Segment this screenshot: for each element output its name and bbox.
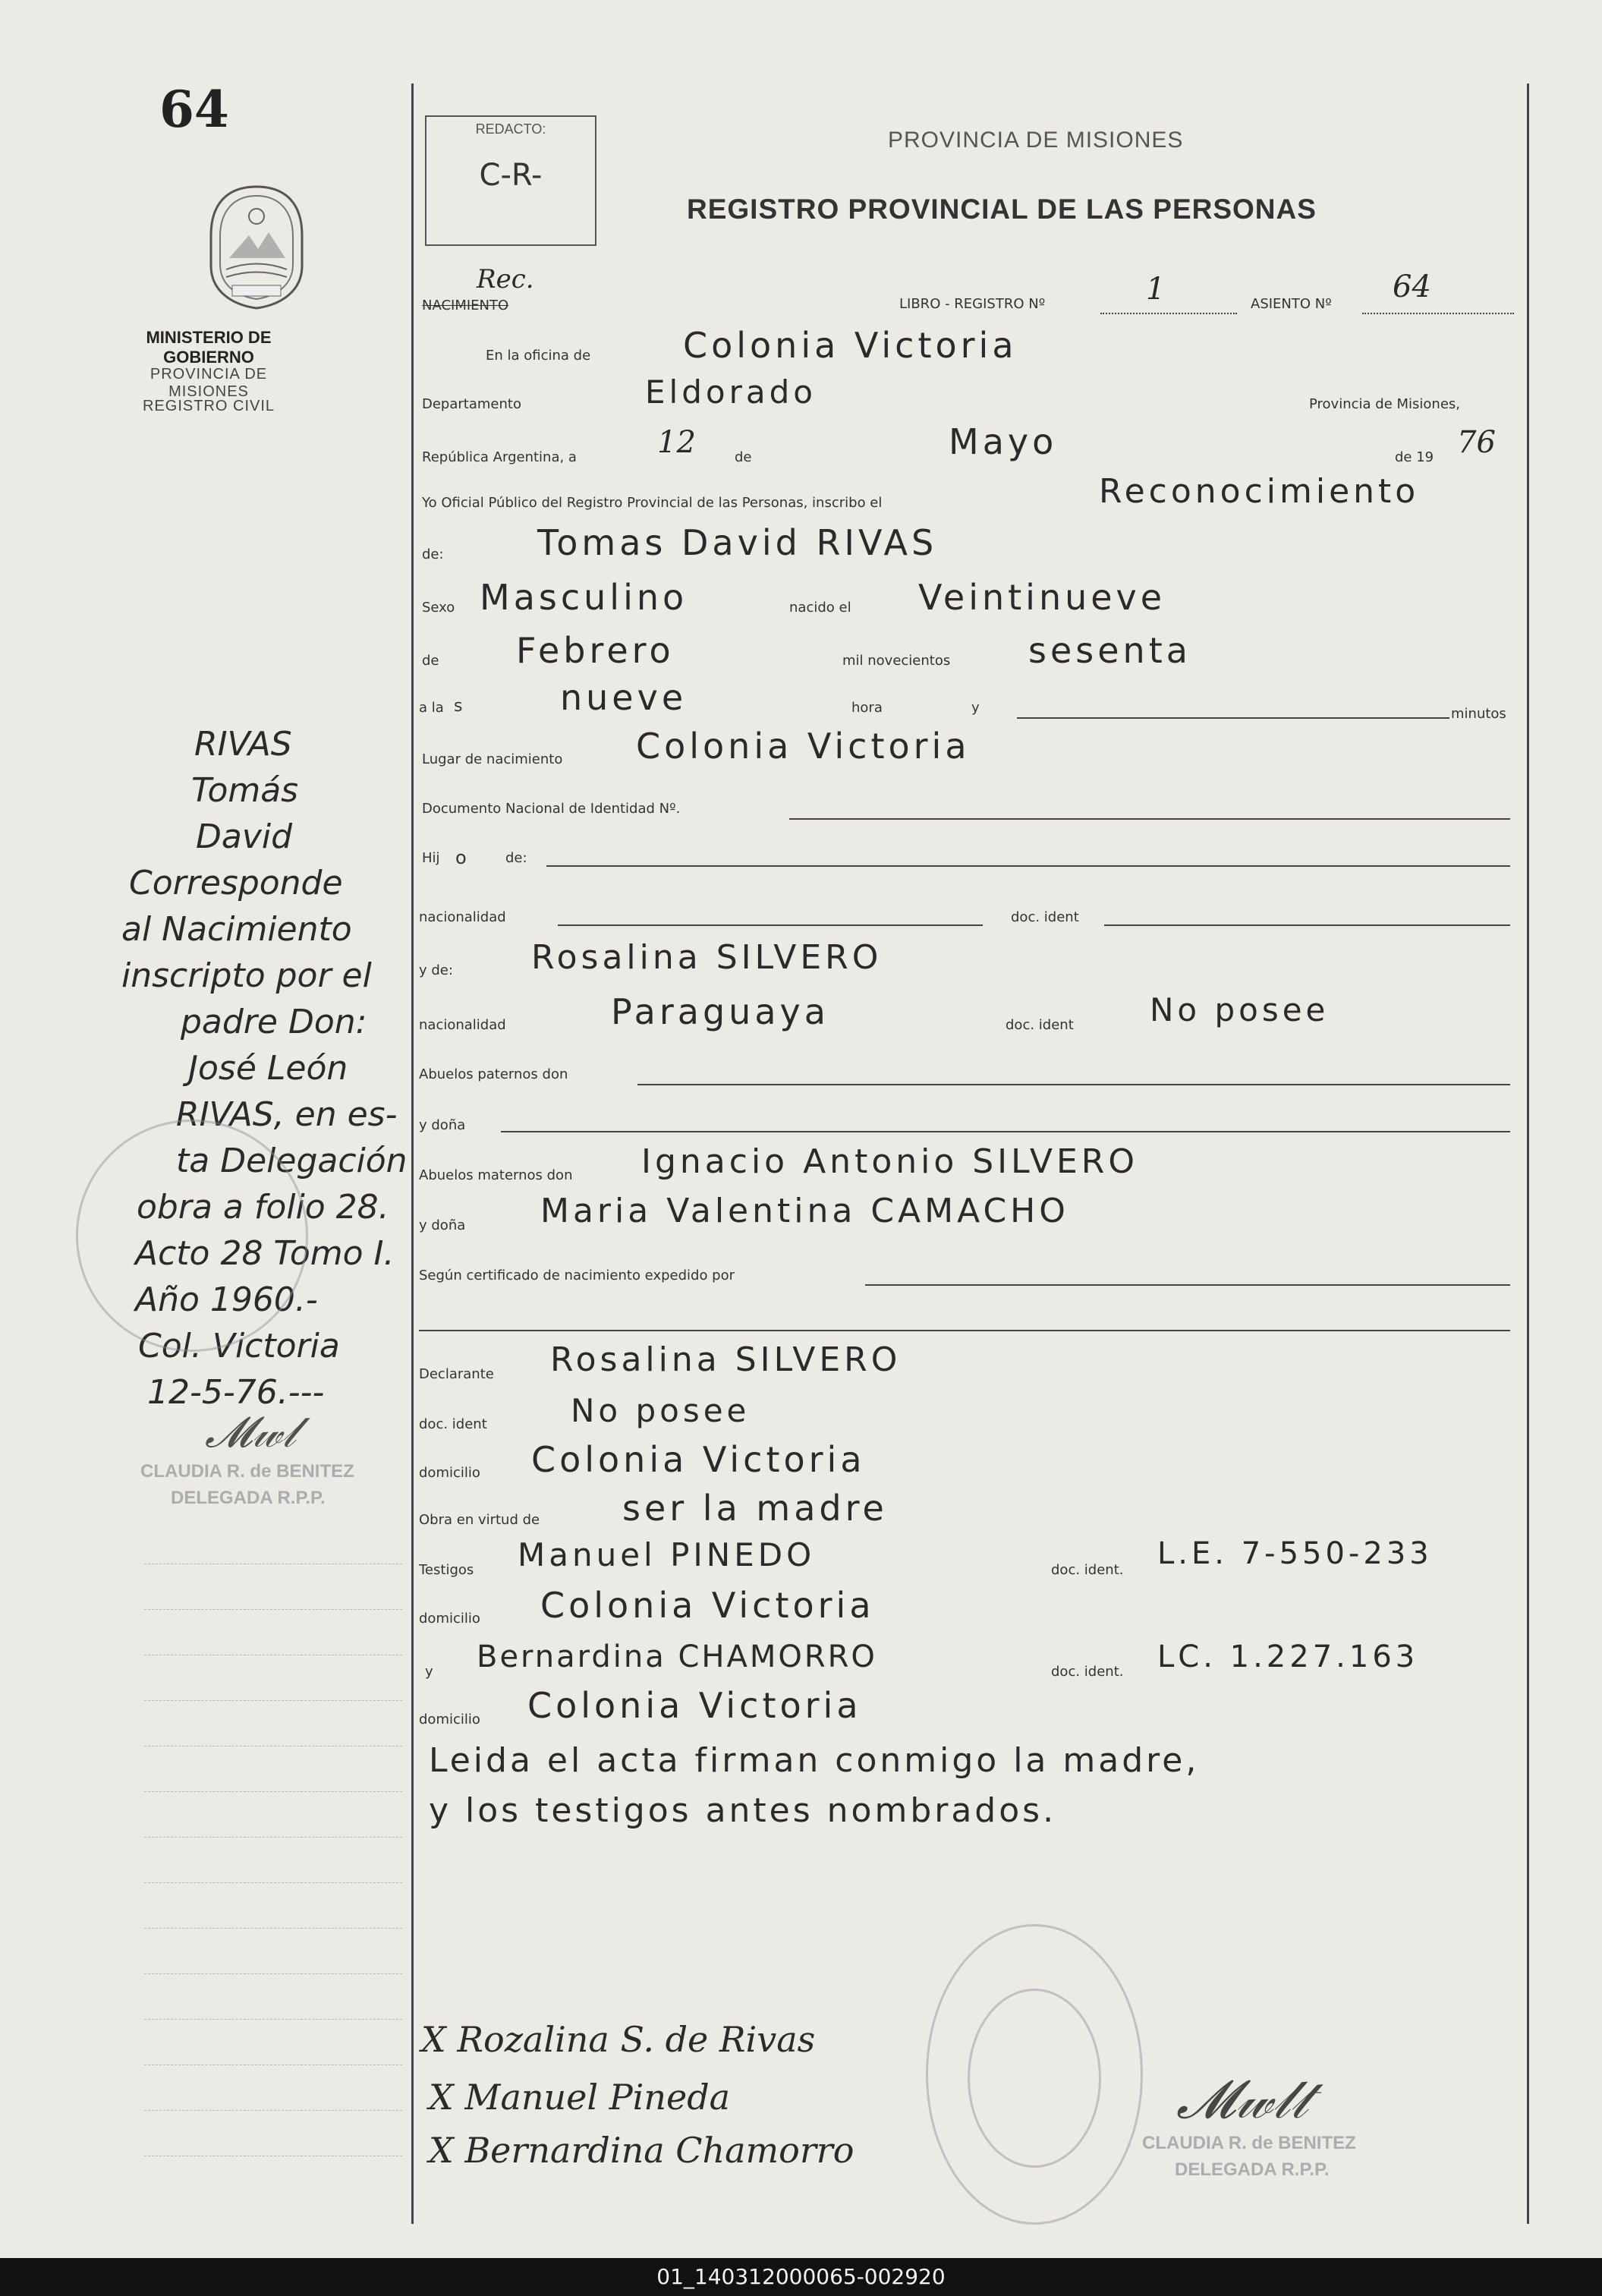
province-seal-icon [203,182,310,311]
anio-value: 76 [1457,425,1496,460]
margin-note-line: José León [188,1049,348,1088]
margin-note-line: inscripto por el [121,956,372,995]
margin-note-line: 12-5-76.--- [147,1373,325,1412]
margin-note-line: Corresponde [129,864,343,902]
doc-ident2-value: No posee [1150,991,1330,1028]
doc-ident3-value: No posee [571,1392,751,1429]
nombre-value: Tomas David RIVAS [537,522,938,563]
anio-nac-value: sesenta [1028,630,1191,671]
official-name-right: CLAUDIA R. de BENITEZ [1142,2133,1356,2153]
lugar-label: Lugar de nacimiento [422,751,563,767]
registry-stamp-right-inner [968,1989,1101,2168]
obra-label: Obra en virtud de [419,1512,540,1528]
closing-line-2: y los testigos antes nombrados. [429,1791,1057,1830]
margin-ruling [144,1609,402,1610]
nacido-value: Veintinueve [918,577,1166,618]
sexo-label: Sexo [422,600,455,616]
record-type-handwritten: Rec. [477,264,534,294]
margin-ruling [144,1700,402,1701]
margin-ruling [144,1837,402,1838]
signature-witness-1: X Manuel Pineda [429,2077,731,2118]
departamento-value: Eldorado [645,373,817,411]
image-id-footer: 01_140312000065-002920 [0,2258,1602,2296]
page-number: 64 [159,80,229,139]
oficina-value: Colonia Victoria [683,325,1018,366]
hora-value: nueve [560,677,688,718]
domicilio3-value: Colonia Victoria [527,1685,862,1726]
republica-label: República Argentina, a [422,449,577,465]
dni-label: Documento Nacional de Identidad Nº. [422,801,681,817]
oficial-label: Yo Oficial Público del Registro Provincial de las Personas, inscribo el [422,495,883,511]
official-name-left: CLAUDIA R. de BENITEZ [140,1461,354,1482]
nacido-label: nacido el [789,600,851,616]
segun-line [865,1284,1510,1286]
alas-suffix: s [454,697,463,716]
libro-value: 1 [1146,272,1166,307]
official-role-right: DELEGADA R.P.P. [1175,2159,1330,2180]
lugar-value: Colonia Victoria [636,726,971,767]
nacionalidad-label: nacionalidad [419,909,506,925]
margin-note-line: Col. Victoria [138,1327,340,1365]
sexo-value: Masculino [480,577,688,618]
margin-note-line: David [196,817,293,856]
oficina-label: En la oficina de [486,348,591,364]
doc-ident2-label: doc. ident [1006,1017,1074,1033]
domicilio2-value: Colonia Victoria [540,1585,875,1626]
obra-value: ser la madre [622,1488,888,1529]
header-province: PROVINCIA DE MISIONES [888,128,1184,153]
asiento-dots [1362,313,1514,314]
hora-label: hora [851,700,883,716]
margin-ruling [144,1973,402,1974]
provincia-label: Provincia de Misiones, [1309,396,1460,412]
margin-note-line: padre Don: [181,1003,367,1041]
abuelo-mat-value: Ignacio Antonio SILVERO [641,1142,1138,1181]
testigo1-value: Manuel PINEDO [518,1536,816,1573]
nacionalidad-line [558,924,983,926]
margin-ruling [144,2019,402,2020]
redacto-value: C-R- [479,158,543,193]
testigo2-doc: LC. 1.227.163 [1157,1639,1419,1674]
madre-value: Rosalina SILVERO [531,938,883,977]
mil-label: mil novecientos [842,653,951,669]
y2-label: y [425,1664,433,1680]
doc-ident-line [1104,924,1510,926]
header-registry: REGISTRO PROVINCIAL DE LAS PERSONAS [687,194,1317,225]
margin-ruling [144,2110,402,2111]
margin-note-line: Acto 28 Tomo I. [135,1234,395,1273]
dni-line [789,818,1510,820]
hij-line [546,865,1510,867]
abuela-mat-value: Maria Valentina CAMACHO [540,1192,1069,1230]
margin-note-line: al Nacimiento [121,910,352,949]
column-rule [411,83,414,2224]
margin-ruling [144,1791,402,1792]
testigo2-value: Bernardina CHAMORRO [477,1639,877,1674]
ministry-title: MINISTERIO DE GOBIERNO [146,328,272,367]
signature-witness-2: X Bernardina Chamorro [429,2130,855,2171]
margin-note-line: Año 1960.- [135,1280,318,1319]
inscribo-value: Reconocimiento [1099,472,1420,511]
de2-label: de [422,653,439,669]
margin-ruling [144,1882,402,1883]
ydona2-label: y doña [419,1217,466,1233]
departamento-label: Departamento [422,396,521,412]
nacionalidad2-label: nacionalidad [419,1017,506,1033]
redacto-label: REDACTO: [475,121,546,137]
mes-nac-value: Febrero [516,630,675,671]
mes-value: Mayo [949,421,1058,462]
libro-label: LIBRO - REGISTRO Nº [899,296,1046,312]
hij-de-label: de: [505,850,527,866]
ministry-province: PROVINCIA DE MISIONES [149,366,268,400]
margin-note-line: obra a folio 28. [137,1188,389,1227]
ministry-registry: REGISTRO CIVIL [142,398,275,414]
minutos-label: minutos [1451,706,1506,722]
margin-note-line: RIVAS, en es- [176,1095,398,1134]
hij-suffix: o [455,847,467,868]
ydona-line [501,1131,1510,1132]
margin-note-line: RIVAS [194,725,292,764]
abuelos-pat-line [637,1084,1510,1085]
doc-ident4-label: doc. ident. [1051,1562,1124,1578]
record-type-struck: NACIMIENTO [422,298,509,313]
signature-mother: X Rozalina S. de Rivas [421,2019,816,2060]
ydona-label: y doña [419,1117,466,1133]
y-label: y [971,700,980,716]
official-signature-left-icon: 𝓜𝓌𝓁 [205,1408,297,1457]
nacionalidad2-value: Paraguaya [611,991,829,1032]
registry-stamp-left [76,1120,308,1352]
segun-line2 [419,1330,1510,1331]
right-rule [1527,83,1529,2224]
domicilio-value: Colonia Victoria [531,1439,866,1480]
anio-label: de 19 [1395,449,1434,465]
doc-ident-label: doc. ident [1011,909,1079,925]
closing-line-1: Leida el acta firman conmigo la madre, [429,1741,1200,1780]
redacto-box [425,115,596,246]
asiento-value: 64 [1393,269,1431,304]
abuelos-mat-label: Abuelos maternos don [419,1167,573,1183]
de-label: de [735,449,752,465]
persona-label: de: [422,546,444,562]
domicilio3-label: domicilio [419,1712,480,1728]
margin-ruling [144,1928,402,1929]
doc-ident3-label: doc. ident [419,1416,487,1432]
domicilio2-label: domicilio [419,1611,480,1627]
alas-label: a la [419,700,444,716]
abuelos-pat-label: Abuelos paternos don [419,1066,568,1082]
official-signature-right-icon: 𝓜𝓌𝓁𝓉 [1176,2068,1308,2131]
yde-label: y de: [419,962,453,978]
testigos-label: Testigos [419,1562,474,1578]
declarante-label: Declarante [419,1366,494,1382]
declarante-value: Rosalina SILVERO [550,1340,902,1379]
hij-label: Hij [422,850,440,866]
libro-dots [1100,313,1237,314]
segun-label: Según certificado de nacimiento expedido por [419,1268,735,1283]
official-role-left: DELEGADA R.P.P. [171,1488,326,1508]
margin-note-line: ta Delegación [176,1142,408,1180]
asiento-label: ASIENTO Nº [1251,296,1332,312]
minutos-line [1017,717,1449,719]
dia-value: 12 [657,425,696,460]
margin-note-line: Tomás [191,771,299,810]
domicilio-label: domicilio [419,1465,480,1481]
testigo1-doc: L.E. 7-550-233 [1157,1536,1433,1571]
doc-ident5-label: doc. ident. [1051,1664,1124,1680]
